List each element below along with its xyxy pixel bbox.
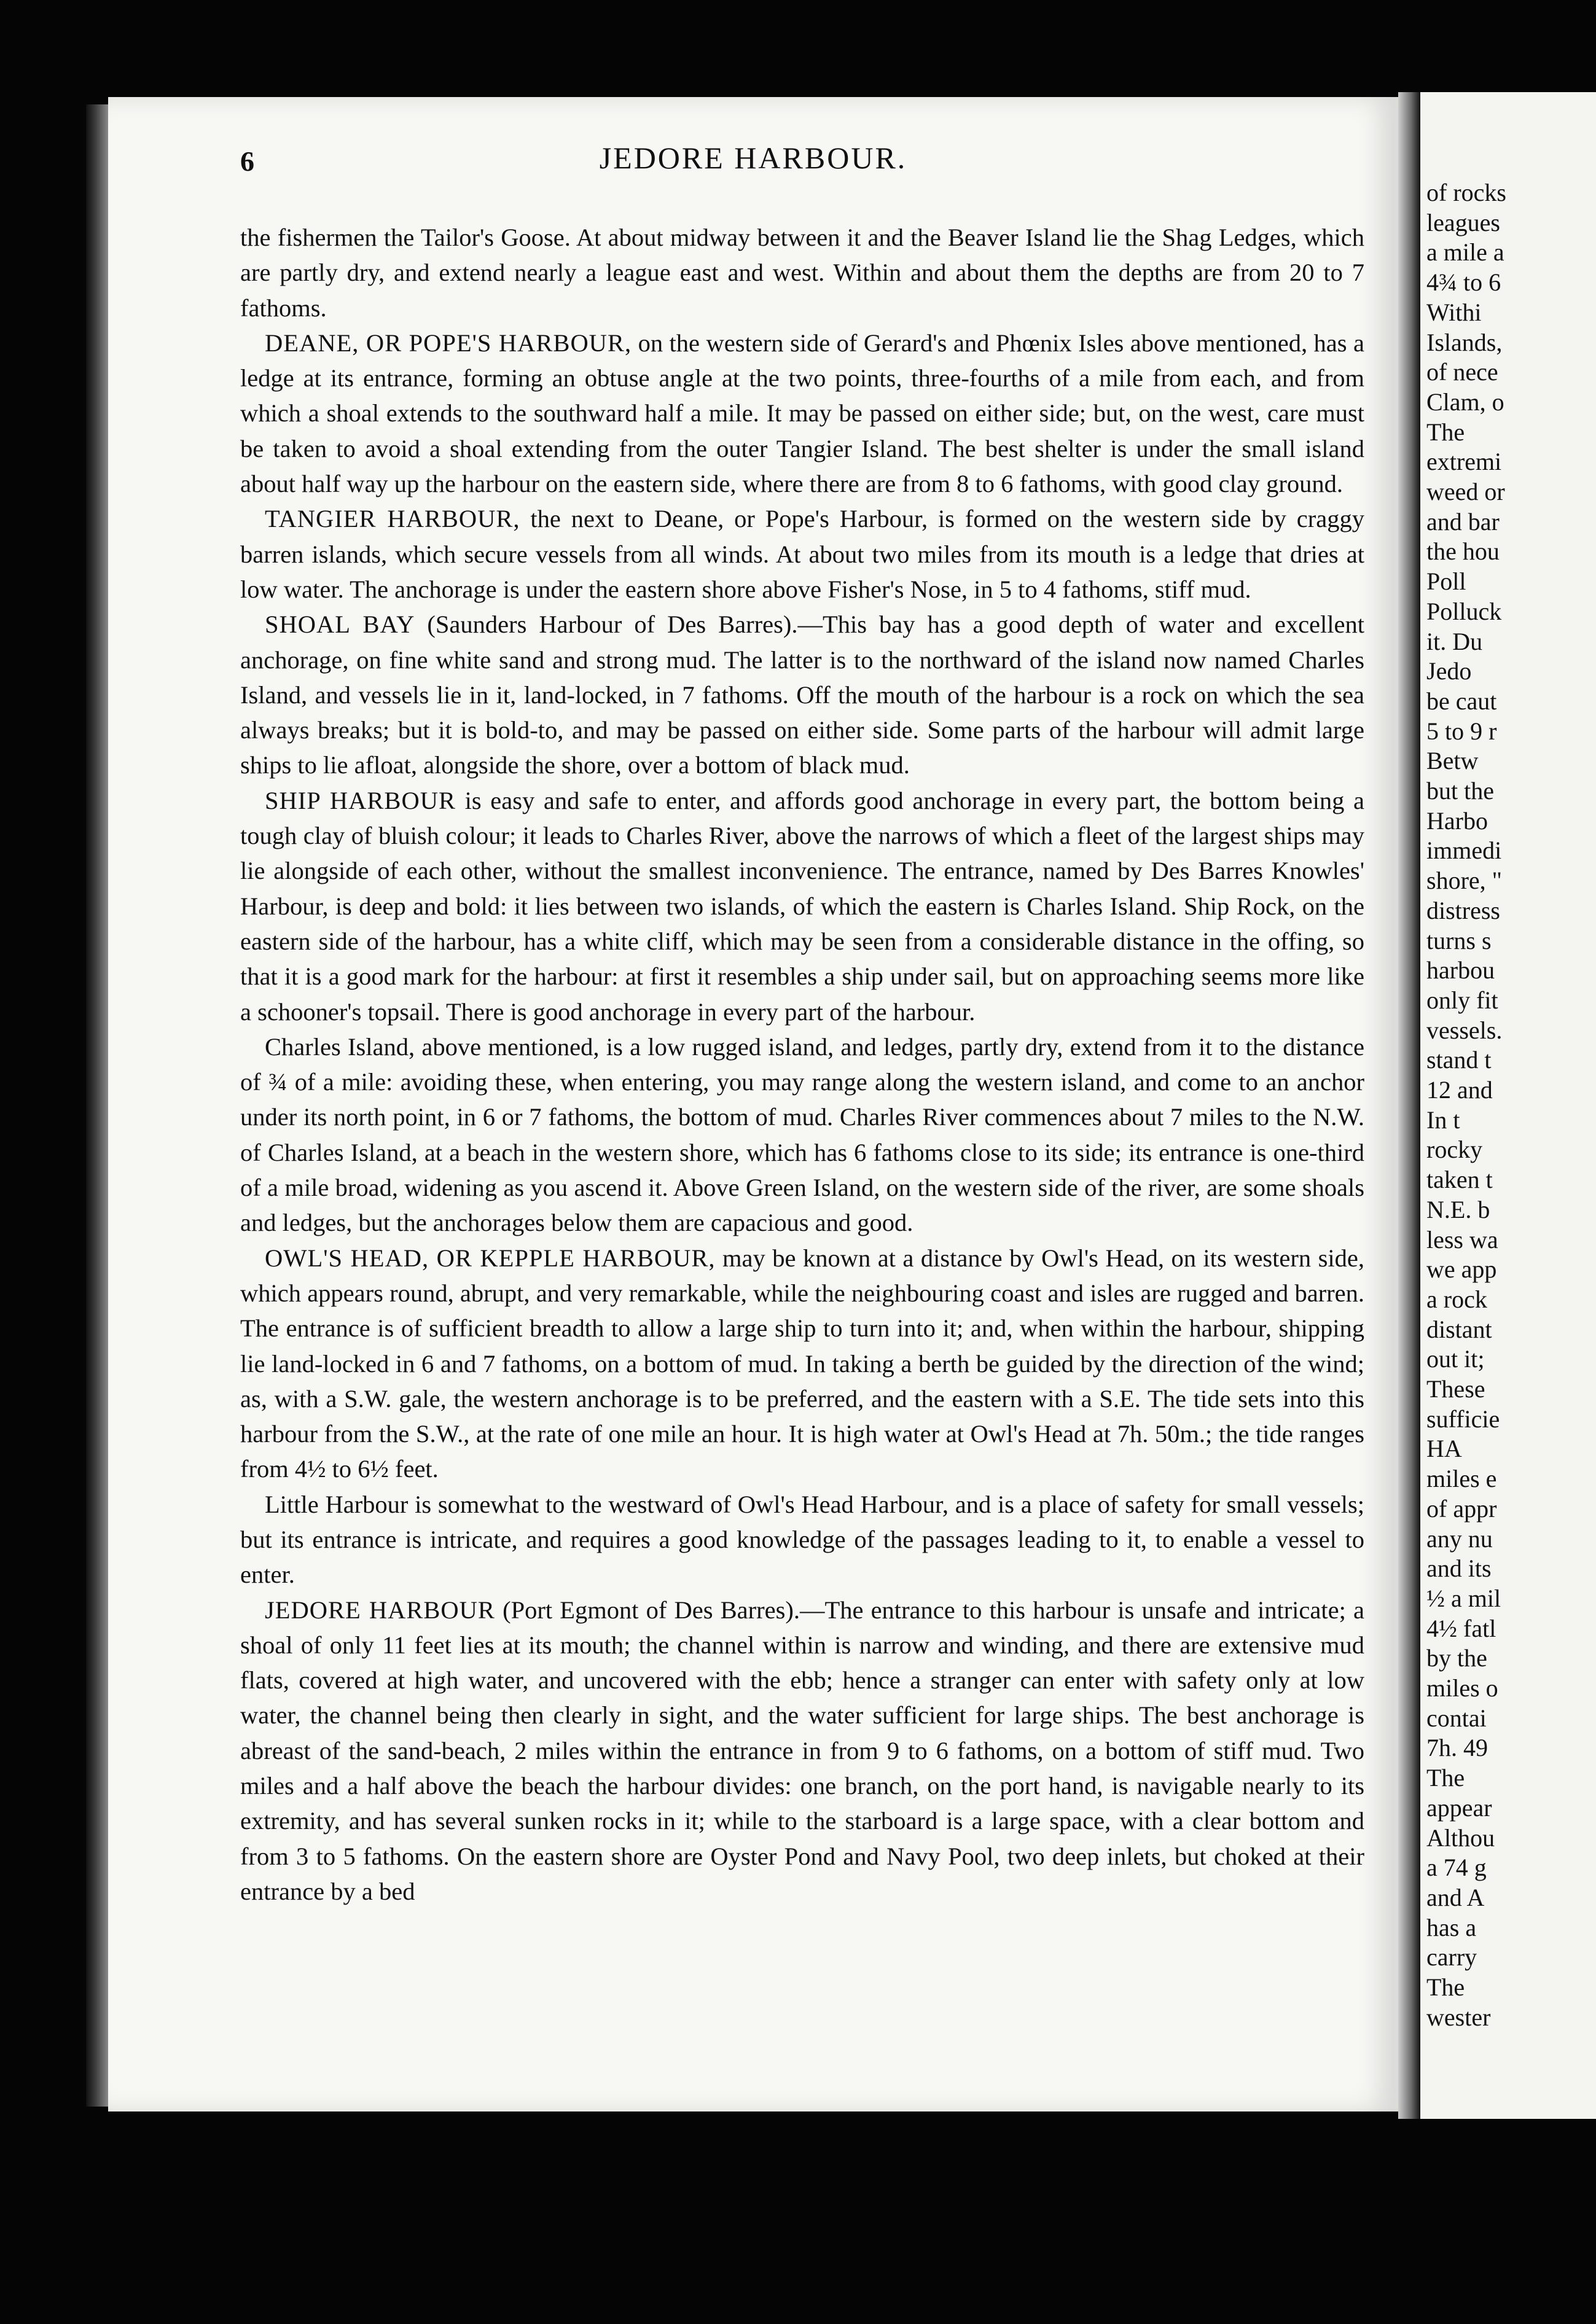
- facing-page-line: In t: [1426, 1105, 1460, 1134]
- facing-page-line: miles o: [1426, 1674, 1498, 1702]
- page-number: 6: [240, 146, 254, 177]
- facing-page-line: 5 to 9 r: [1426, 717, 1497, 745]
- running-title: JEDORE HARBOUR.: [599, 141, 907, 175]
- facing-page-line: The: [1426, 418, 1465, 446]
- facing-page-line: Althou: [1426, 1823, 1495, 1852]
- facing-page-line: contai: [1426, 1704, 1487, 1732]
- paragraph: [240, 1241, 1364, 1487]
- facing-page-line: and bar: [1426, 507, 1500, 536]
- paragraph: [240, 783, 1364, 1029]
- facing-page-line: any nu: [1426, 1524, 1493, 1553]
- facing-page-line: out it;: [1426, 1345, 1485, 1373]
- facing-page-line: miles e: [1426, 1465, 1497, 1493]
- facing-page: [1420, 92, 1596, 2119]
- paragraph-heading: DEANE, OR POPE'S HARBOUR,: [265, 329, 632, 357]
- facing-page-line: a mile a: [1426, 238, 1504, 267]
- facing-page-line: a 74 g: [1426, 1854, 1487, 1882]
- facing-page-line: stand t: [1426, 1046, 1492, 1074]
- facing-page-line: turns s: [1426, 926, 1492, 954]
- facing-page-line: HA: [1426, 1435, 1462, 1463]
- paragraph-heading: SHOAL BAY: [265, 610, 415, 639]
- facing-page-line: appear: [1426, 1793, 1492, 1822]
- paragraph: [240, 1487, 1364, 1593]
- paragraph-heading: TANGIER HARBOUR,: [265, 505, 520, 533]
- facing-page-line: Poll: [1426, 567, 1466, 596]
- facing-page-line: ½ a mil: [1426, 1584, 1501, 1612]
- facing-page-line: of rocks: [1426, 179, 1506, 206]
- paragraph: [240, 1593, 1364, 1909]
- facing-page-line: be caut: [1426, 687, 1497, 715]
- paragraph: [240, 326, 1364, 501]
- facing-page-line: has a: [1426, 1913, 1477, 1941]
- facing-page-line: and its: [1426, 1554, 1492, 1583]
- facing-page-line: wester: [1426, 2003, 1491, 2031]
- facing-page-line: Betw: [1426, 747, 1479, 775]
- paragraph-text: Little Harbour is somewhat to the westward of Owl's Head Harbour, and is a place of safety for small vessels; but its entrance is intricate, and requires a good knowledge of the passages leading to it, to enable a vessel to enter.: [240, 1490, 1364, 1589]
- facing-page-line: Polluck: [1426, 597, 1502, 625]
- page-edge: [1398, 92, 1420, 2119]
- facing-page-line: The: [1426, 1764, 1465, 1792]
- facing-page-line: harbou: [1426, 956, 1495, 985]
- page-header: [108, 97, 1398, 214]
- paragraph: [240, 607, 1364, 782]
- facing-page-line: taken t: [1426, 1166, 1493, 1194]
- facing-page-line: immedi: [1426, 836, 1502, 865]
- facing-page-line: and A: [1426, 1883, 1485, 1911]
- facing-page-line: 4¾ to 6: [1426, 268, 1501, 297]
- paragraph-text: (Port Egmont of Des Barres).—The entrance to this harbour is unsafe and intricate; a shoal of only 11 feet lies at its mouth; the channel within is narrow and winding, and there are extensive mud flats, covered at high water, and uncovered with the ebb; hence a stranger can enter with safety only at low water, the channel being then clearly in sight, and the water sufficient for large ships. The best anchorage is abreast of the sand-beach, 2 miles within the entrance in from 9 to 6 fathoms, on a bottom of stiff mud. Two miles and a half above the beach the harbour divides: one branch, on the port hand, is navigable nearly to its extremity, and has several sunken rocks in it; while to the starboard is a large space, with a clear bottom and from 3 to 5 fathoms. On the eastern shore are Oyster Pond and Navy Pool, two deep inlets, but choked at their entrance by a bed: [240, 1596, 1364, 1905]
- facing-page-line: extremi: [1426, 448, 1502, 476]
- facing-page-line: less wa: [1426, 1225, 1498, 1254]
- facing-page-line: 4½ fatl: [1426, 1614, 1496, 1642]
- facing-page-line: shore, ": [1426, 867, 1502, 895]
- paragraph-text: on the western side of Gerard's and Phœnix Isles above mentioned, has a ledge at its entrance, forming an obtuse angle at the two points, three-fourths of a mile from each, and from which a shoal extends to the southward half a mile. It may be passed on either side; but, on the west, care must be taken to avoid a shoal extending from the outer Tangier Island. The best shelter is under the small island about half way up the harbour on the eastern side, where there are from 8 to 6 fathoms, with good clay ground.: [240, 329, 1364, 498]
- facing-page-line: distant: [1426, 1315, 1492, 1343]
- paragraph-heading: OWL'S HEAD, OR KEPPLE HARBOUR,: [265, 1244, 716, 1272]
- facing-page-line: it. Du: [1426, 627, 1483, 655]
- paragraph-text: Charles Island, above mentioned, is a low rugged island, and ledges, partly dry, extend from it to the distance of ¾ of a mile: avoiding these, when entering, you may range along the western island, and come to an anchor under its north point, in 6 or 7 fathoms, the bottom of mud. Charles River commences about 7 miles to the N.W. of Charles Island, at a beach in the western shore, which has 6 fathoms close to its side; its entrance is one-third of a mile broad, widening as you ascend it. Above Green Island, on the western side of the river, are some shoals and ledges, but the anchorages below them are capacious and good.: [240, 1032, 1364, 1237]
- facing-page-line: The: [1426, 1973, 1465, 2001]
- facing-page-line: 12 and: [1426, 1076, 1493, 1104]
- book-page: [108, 97, 1398, 2111]
- facing-page-line: These: [1426, 1375, 1485, 1403]
- facing-page-line: weed or: [1426, 478, 1505, 505]
- facing-page-line: Clam, o: [1426, 388, 1504, 416]
- facing-page-line: by the: [1426, 1644, 1487, 1672]
- facing-page-line: Jedo: [1426, 657, 1472, 685]
- facing-page-line: rocky: [1426, 1136, 1483, 1164]
- paragraph: [240, 501, 1364, 607]
- book-spine: [86, 104, 108, 2107]
- facing-page-line: of nece: [1426, 358, 1498, 386]
- facing-page-line: but the: [1426, 777, 1494, 805]
- facing-page-line: Harbo: [1426, 806, 1488, 835]
- paragraph-text: the next to Deane, or Pope's Harbour, is formed on the western side by craggy barren islands, which secure vessels from all winds. At about two miles from its mouth is a ledge that dries at low water. The anchorage is under the eastern shore above Fisher's Nose, in 5 to 4 fathoms, stiff mud.: [240, 505, 1364, 603]
- paragraph: [240, 1029, 1364, 1241]
- facing-page-line: the hou: [1426, 537, 1500, 566]
- facing-page-line: sufficie: [1426, 1405, 1500, 1433]
- facing-page-line: Islands,: [1426, 328, 1503, 356]
- paragraph-text: may be known at a distance by Owl's Head, on its western side, which appears round, abrupt, and very remarkable, while the neighbouring coast and isles are rugged and barren. The entrance is of sufficient breadth to allow a large ship to turn into it; and, when within the harbour, shipping lie land-locked in 6 and 7 fathoms, on a bottom of mud. In taking a berth be guided by the direction of the wind; as, with a S.W. gale, the western anchorage is to be preferred, and the eastern with a S.E. The tide sets into this harbour from the S.W., at the rate of one mile an hour. It is high water at Owl's Head at 7h. 50m.; the tide ranges from 4½ to 6½ feet.: [240, 1244, 1364, 1483]
- paragraph: [240, 220, 1364, 326]
- facing-page-line: distress: [1426, 896, 1500, 924]
- facing-page-line: N.E. b: [1426, 1195, 1490, 1223]
- facing-page-line: vessels.: [1426, 1016, 1503, 1044]
- facing-page-line: of appr: [1426, 1494, 1497, 1523]
- paragraph-heading: SHIP HARBOUR: [265, 786, 456, 814]
- paragraph-text: (Saunders Harbour of Des Barres).—This bay has a good depth of water and excellent anchorage, on fine white sand and strong mud. The latter is to the northward of the island now named Charles Island, and vessels lie in it, land-locked, in 7 fathoms. Off the mouth of the harbour is a rock on which the sea always breaks; but it is bold-to, and may be passed on either side. Some parts of the harbour will admit large ships to lie afloat, alongside the shore, over a bottom of black mud.: [240, 610, 1365, 779]
- facing-page-line: carry: [1426, 1943, 1477, 1971]
- paragraph-heading: JEDORE HARBOUR: [265, 1596, 495, 1624]
- facing-page-line: we app: [1426, 1255, 1497, 1284]
- body-text: [240, 220, 1364, 1909]
- facing-page-line: a rock: [1426, 1285, 1487, 1313]
- facing-page-line: leagues: [1426, 208, 1500, 236]
- facing-page-line: only fit: [1426, 986, 1498, 1014]
- paragraph-text: is easy and safe to enter, and affords good anchorage in every part, the bottom being a tough clay of bluish colour; it leads to Charles River, above the narrows of which a fleet of the largest ships may lie alongside of each other, without the smallest inconvenience. The entrance, named by Des Barres Knowles' Harbour, is deep and bold: it lies between two islands, of which the eastern is Charles Island. Ship Rock, on the eastern side of the harbour, has a white cliff, which may be seen from a considerable distance in the offing, so that it is a good mark for the harbour: at first it resembles a ship under sail, but on approaching seems more like a schooner's topsail. There is good anchorage in every part of the harbour.: [240, 786, 1364, 1026]
- facing-page-line: Withi: [1426, 298, 1482, 326]
- paragraph-text: the fishermen the Tailor's Goose. At about midway between it and the Beaver Island lie the Shag Ledges, which are partly dry, and extend nearly a league east and west. Within and about them the depths are from 20 to 7 fathoms.: [240, 224, 1364, 322]
- facing-page-line: 7h. 49: [1426, 1734, 1488, 1762]
